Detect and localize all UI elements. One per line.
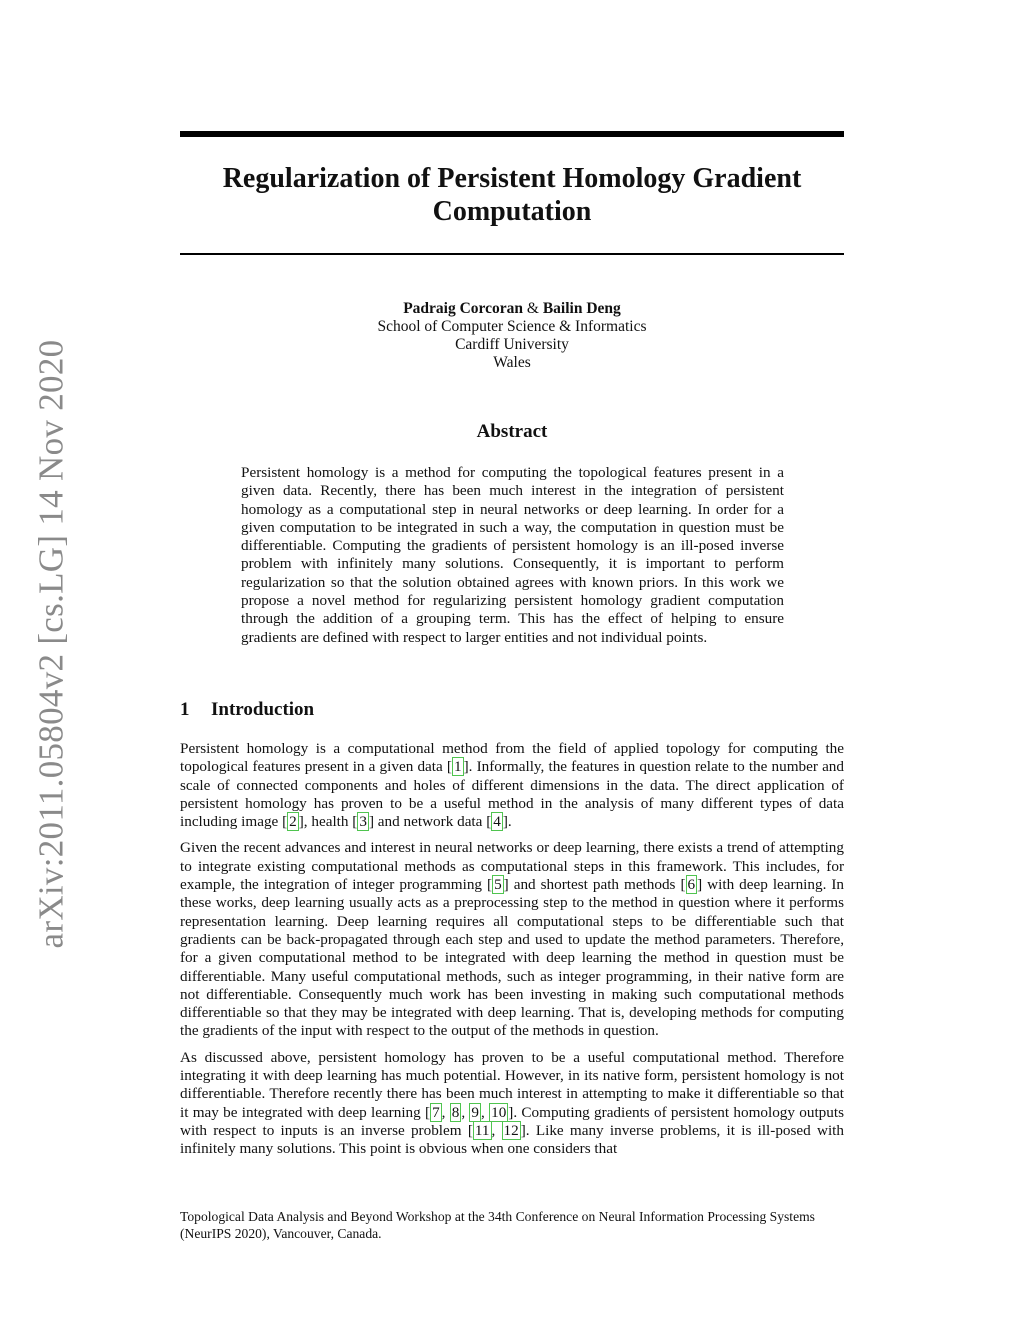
text-run: ] with deep learning. In these works, deep learning usually acts as a preprocessing step to the method in question where it performs representation learning. Deep learning requires all computational steps to be differentiable such that gradients can be back-propagated through each step and used to update the method parameters. Therefore, for a given computational method to be integrated with deep learning the method in question must be differentiable. Many useful computational methods, such as integer programming, in their native form are not differentiable. Consequently much work has been investing in making such computational methods differentiable so that they may be integrated with deep learning. That is, developing methods for computing the gradients of the input with respect to the output of the methods in question. <box>180 876 845 1040</box>
venue-footnote: Topological Data Analysis and Beyond Workshop at the 34th Conference on Neural Information Processing Systems (NeurIPS 2020), Vancouver, Canada. <box>180 1209 815 1241</box>
text-run: ] and shortest path methods [ <box>503 876 686 894</box>
section-number: 1 <box>180 699 190 720</box>
paper-title: Regularization of Persistent Homology Gradient Computation <box>222 163 802 227</box>
author-country: Wales <box>493 354 531 371</box>
citation-link[interactable]: 3 <box>359 813 367 831</box>
text-run: ]. Informally, the features in question relate to the number and scale of connected components and holes of different dimensions in the data. The direct application of persistent homology has proven to be a useful method in the analysis of many different types of data including image [ <box>180 758 844 831</box>
paragraph-3 <box>180 1049 844 1159</box>
title-rule-top <box>180 131 844 137</box>
author-1: Padraig Corcoran <box>403 300 524 317</box>
author-2: Bailin Deng <box>542 300 621 317</box>
citation-link[interactable]: 2 <box>289 813 297 831</box>
abstract-heading: Abstract <box>476 421 548 442</box>
author-department: School of Computer Science & Informatics <box>377 318 647 335</box>
citation-link[interactable]: 10 <box>491 1103 507 1121</box>
citation-link[interactable]: 11 <box>474 1121 490 1139</box>
citation-link[interactable]: 4 <box>493 813 501 831</box>
citation-link[interactable]: 5 <box>494 876 502 894</box>
paragraph-1 <box>180 740 844 831</box>
author-separator: & <box>526 300 539 317</box>
citation-link[interactable]: 7 <box>432 1103 440 1121</box>
text-run: ] and network data [ <box>368 813 492 831</box>
author-names <box>180 300 844 318</box>
author-university: Cardiff University <box>455 336 569 353</box>
author-block <box>180 300 844 372</box>
arxiv-stamp <box>28 339 74 949</box>
title-rule-bottom <box>180 253 844 255</box>
text-run: ]. Like many inverse problems, it is ill-posed with infinitely many solutions. This point is obvious when one considers that <box>180 1121 844 1158</box>
text-run: Given the recent advances and interest in neural networks or deep learning, there exists a trend of attempting to integrate existing computational methods as computational steps in this framework. This includes, for example, the integration of integer programming [ <box>180 839 844 894</box>
text-run: , <box>491 1121 502 1139</box>
section-heading-introduction <box>180 699 844 721</box>
section-title: Introduction <box>211 699 315 720</box>
citation-link[interactable]: 8 <box>451 1103 460 1121</box>
text-run: Persistent homology is a computational method from the field of applied topology for computing the topological features present in a given data [ <box>180 740 844 776</box>
citation-link[interactable]: 9 <box>471 1103 480 1121</box>
text-run: ], health [ <box>298 813 358 831</box>
text-run: , <box>441 1103 450 1121</box>
citation-link[interactable]: 1 <box>453 758 462 776</box>
citation-link[interactable]: 6 <box>687 876 696 894</box>
text-run: , <box>481 1103 490 1121</box>
text-run: , <box>461 1103 470 1121</box>
text-run: As discussed above, persistent homology has proven to be a useful computational method. Therefore integrating it with deep learning has much potential. However, in its native form, persistent homology is not differentiable. Therefore recently there has been much interest in attempting to make it differentiable so that it may be integrated with deep learning [ <box>180 1048 844 1121</box>
text-run: ]. Computing gradients of persistent homology outputs with respect to inputs is an inverse problem [ <box>180 1103 844 1139</box>
text-run: ]. <box>502 813 512 831</box>
abstract-text: Persistent homology is a method for computing the topological features present in a given data. Recently, there has been much interest in the integration of persistent homology as a computational step in neural networks or deep learning. In order for a given computation to be integrated in such a way, the computation in question must be differentiable. Computing the gradients of persistent homology is an ill-posed inverse problem with infinitely many solutions. Consequently, it is important to perform regularization so that the solution obtained agrees with known priors. In this work we propose a novel method for regularizing persistent homology gradient computation through the addition of a grouping term. This has the effect of helping to ensure gradients are defined with respect to larger entities and not individual points. <box>241 464 784 646</box>
introduction-body <box>180 740 844 1167</box>
citation-link[interactable]: 12 <box>503 1121 519 1139</box>
arxiv-stamp-text: arXiv:2011.05804v2 [cs.LG] 14 Nov 2020 <box>31 339 71 949</box>
paragraph-2 <box>180 839 844 1040</box>
